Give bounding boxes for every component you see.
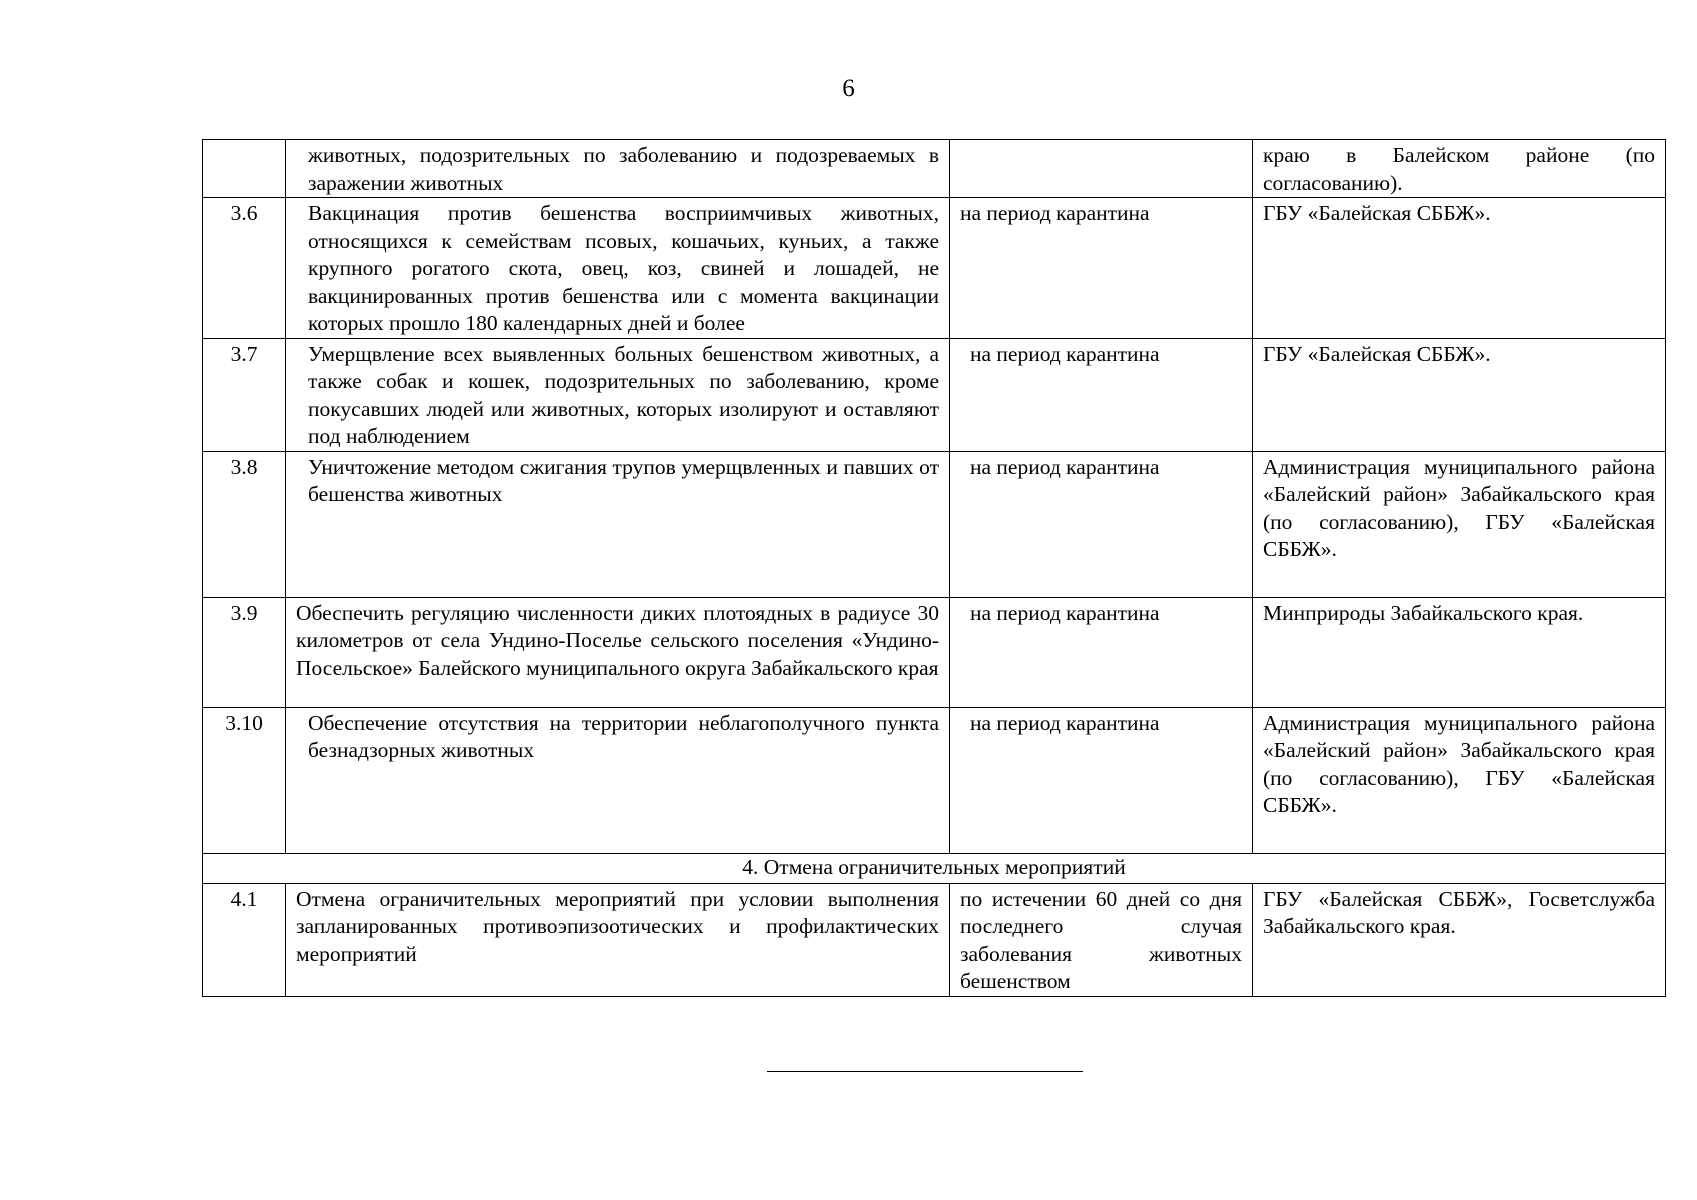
page-number: 6 <box>842 75 855 102</box>
measures-table <box>202 139 1666 997</box>
table-row <box>203 140 1666 198</box>
measure-term: на период карантина <box>950 707 1253 853</box>
measure-description: Вакцинация против бешенства восприимчивых животных, относящихся к семействам псовых, кошачьих, куньих, а также крупного рогатого скота, овец, коз, свиней и лошадей, не вакцинированных против бешенства или с момента вакцинации которых прошло 180 календарных дней и более <box>286 198 950 339</box>
measure-responsible: ГБУ «Балейская СББЖ». <box>1253 198 1666 339</box>
row-number: 3.7 <box>203 338 286 451</box>
section-row <box>203 853 1666 883</box>
measure-description: Умерщвление всех выявленных больных бешенством животных, а также собак и кошек, подозрительных по заболеванию, кроме покусавших людей или животных, которых изолируют и оставляют под наблюдением <box>286 338 950 451</box>
measure-description: Обеспечить регуляцию численности диких плотоядных в радиусе 30 километров от села Ундино-Поселье сельского поселения «Ундино-Посельское» Балейского муниципального округа Забайкальского края <box>286 597 950 707</box>
table-row <box>203 597 1666 707</box>
measure-description: Отмена ограничительных мероприятий при условии выполнения запланированных противоэпизоотических и профилактических мероприятий <box>286 883 950 996</box>
section-title: 4. Отмена ограничительных мероприятий <box>203 853 1666 883</box>
row-number: 3.6 <box>203 198 286 339</box>
closing-divider-line <box>767 1071 1083 1072</box>
measure-term <box>950 140 1253 198</box>
measure-responsible: Минприроды Забайкальского края. <box>1253 597 1666 707</box>
row-number: 3.10 <box>203 707 286 853</box>
row-number: 3.9 <box>203 597 286 707</box>
table-row <box>203 451 1666 597</box>
measure-responsible: Администрация муниципального района «Балейский район» Забайкальского края (по согласованию), ГБУ «Балейская СББЖ». <box>1253 451 1666 597</box>
measure-responsible: краю в Балейском районе (по согласованию). <box>1253 140 1666 198</box>
measure-responsible: ГБУ «Балейская СББЖ». <box>1253 338 1666 451</box>
row-number: 4.1 <box>203 883 286 996</box>
measure-term: на период карантина <box>950 451 1253 597</box>
measure-description: животных, подозрительных по заболеванию и подозреваемых в заражении животных <box>286 140 950 198</box>
measure-responsible: ГБУ «Балейская СББЖ», Госветслужба Забайкальского края. <box>1253 883 1666 996</box>
measure-term: на период карантина <box>950 198 1253 339</box>
row-number <box>203 140 286 198</box>
measure-responsible: Администрация муниципального района «Балейский район» Забайкальского края (по согласованию), ГБУ «Балейская СББЖ». <box>1253 707 1666 853</box>
table-row <box>203 198 1666 339</box>
table-row <box>203 338 1666 451</box>
measure-description: Уничтожение методом сжигания трупов умерщвленных и павших от бешенства животных <box>286 451 950 597</box>
row-number: 3.8 <box>203 451 286 597</box>
table-row <box>203 883 1666 996</box>
measure-term: по истечении 60 дней со дня последнего случая заболевания животных бешенством <box>950 883 1253 996</box>
measure-description: Обеспечение отсутствия на территории неблагополучного пункта безнадзорных животных <box>286 707 950 853</box>
measure-term: на период карантина <box>950 597 1253 707</box>
measure-term: на период карантина <box>950 338 1253 451</box>
table-row <box>203 707 1666 853</box>
